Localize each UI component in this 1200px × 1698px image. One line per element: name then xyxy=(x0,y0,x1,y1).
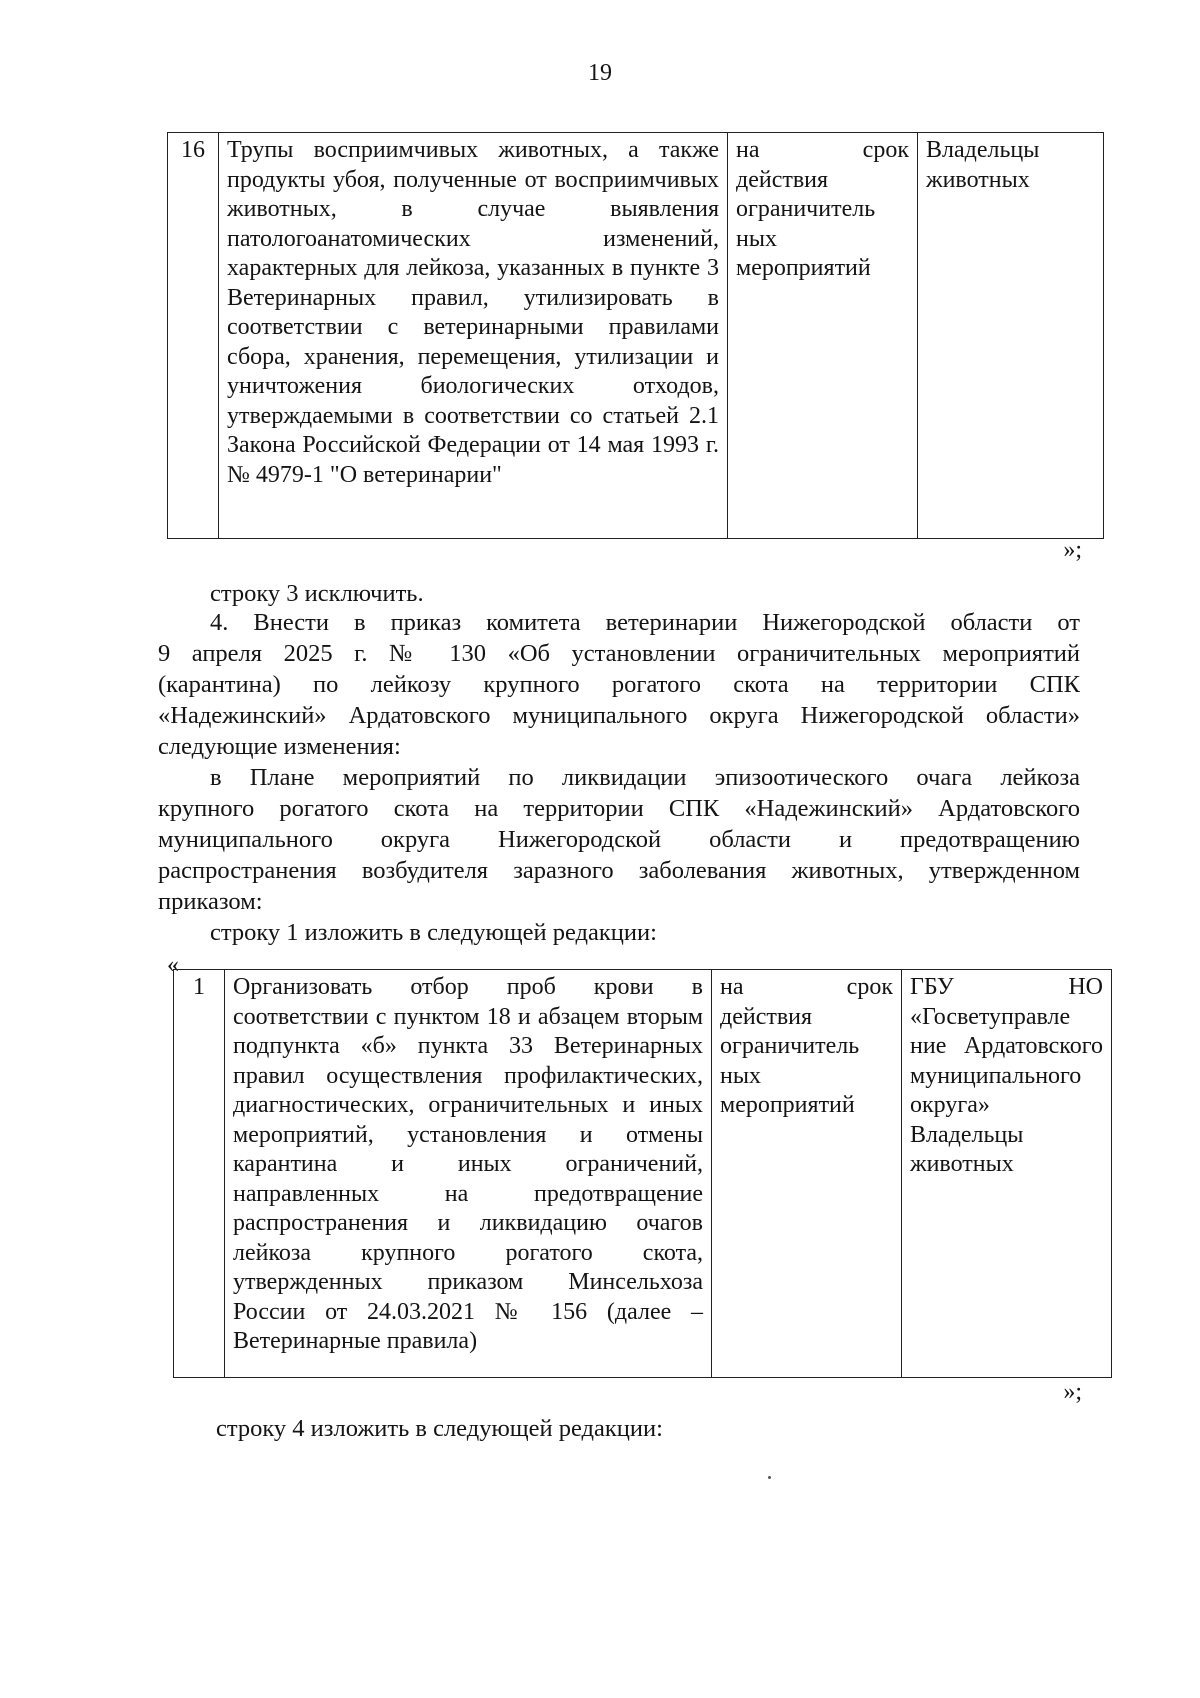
text-line: приказом: xyxy=(158,888,263,915)
text-line: (карантина) по лейкозу крупного рогатого скота на территории СПК xyxy=(158,671,1080,698)
term-text: на срок действия ограничитель ных мероприятий xyxy=(712,970,902,1378)
responsible-cell xyxy=(902,970,1112,1378)
text-line: 4. Внести в приказ комитета ветеринарии Нижегородской области от xyxy=(210,609,1080,636)
page-number: 19 xyxy=(588,60,612,86)
responsible-text: Владельцы животных xyxy=(918,133,1104,539)
paragraph-plan xyxy=(158,762,1080,917)
measure-text: Организовать отбор проб крови в соответствии с пунктом 18 и абзацем вторым подпункта «б» пункта 33 Ветеринарных правил осуществления профилактических, диагностических, ограничительных и иных мероприятий, установления и отмены карантина и иных ограничений, направленных на предотвращение распространения и ликвидацию очагов лейкоза крупного рогатого скота, утвержденных приказом Минсельхоза России от 24.03.2021 № 156 (далее – Ветеринарные правила) xyxy=(225,970,712,1378)
text-line: распространения возбудителя заразного заболевания животных, утвержденном xyxy=(158,857,1080,884)
paragraph-row-1-edit: строку 1 изложить в следующей редакции: xyxy=(210,919,657,946)
row-number: 1 xyxy=(174,970,225,1378)
paragraph-row-4-edit: строку 4 изложить в следующей редакции: xyxy=(216,1415,663,1442)
row-number: 16 xyxy=(168,133,219,539)
responsible-org: ГБУ НО «Госветуправле ние Ардатовского муниципального округа» xyxy=(910,974,1103,1118)
text-line: крупного рогатого скота на территории СПК «Надежинский» Ардатовского xyxy=(158,795,1080,822)
text-line: «Надежинский» Ардатовского муниципального округа Нижегородской области» xyxy=(158,702,1080,729)
closing-quote: »; xyxy=(1063,537,1082,563)
amendment-table-row-1 xyxy=(173,969,1112,1378)
table-row xyxy=(174,970,1112,1378)
text-line: 9 апреля 2025 г. № 130 «Об установлении ограничительных мероприятий xyxy=(158,640,1080,667)
paragraph-item-4 xyxy=(158,607,1080,762)
paragraph-exclude-row-3: строку 3 исключить. xyxy=(210,580,424,607)
scan-speck xyxy=(768,1476,771,1479)
text-line: следующие изменения: xyxy=(158,733,401,760)
responsible-owners: Владельцы животных xyxy=(910,1121,1024,1177)
measure-text: Трупы восприимчивых животных, а также продукты убоя, полученные от восприимчивых животных, в случае выявления патологоанатомических изменений, характерных для лейкоза, указанных в пункте 3 Ветеринарных правил, утилизировать в соответствии с ветеринарными правилами сбора, хранения, перемещения, утилизации и уничтожения биологических отходов, утверждаемыми в соответствии со статьей 2.1 Закона Российской Федерации от 14 мая 1993 г. № 4979-1 "О ветеринарии" xyxy=(219,133,728,539)
text-line: муниципального округа Нижегородской области и предотвращению xyxy=(158,826,1080,853)
text-line: в Плане мероприятий по ликвидации эпизоотического очага лейкоза xyxy=(210,764,1080,791)
opening-quote: « xyxy=(167,952,179,978)
term-text: на срок действия ограничитель ных мероприятий xyxy=(728,133,918,539)
amendment-table-row-16 xyxy=(167,132,1104,539)
closing-quote: »; xyxy=(1063,1379,1082,1405)
table-row xyxy=(168,133,1104,539)
